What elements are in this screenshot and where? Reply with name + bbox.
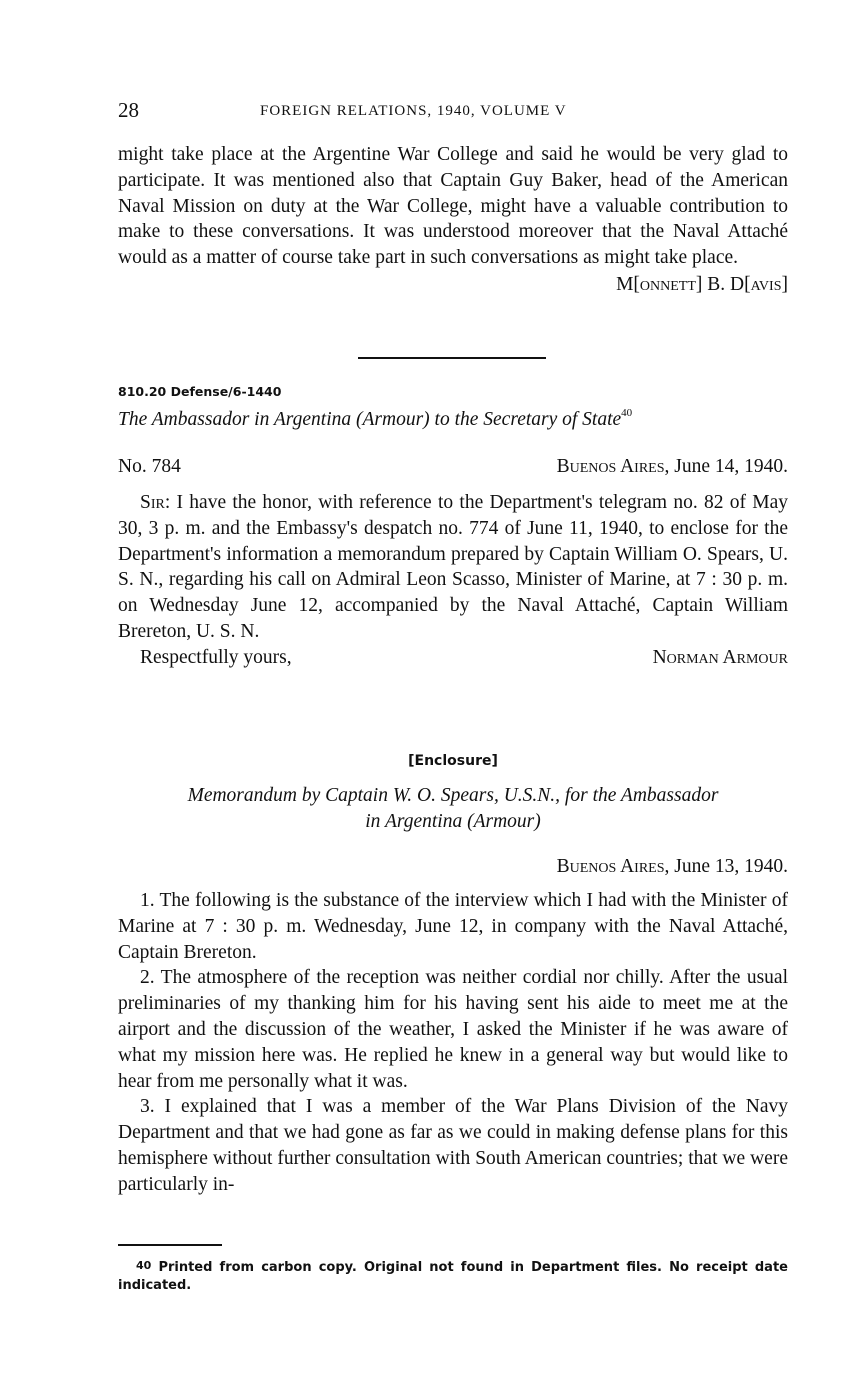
enclosure-body [118,888,788,1198]
continuation-block [118,142,788,298]
closing-line: Respectfully yours, [140,646,292,668]
running-head [118,98,788,124]
footnote-text: Printed from carbon copy. Original not found in Department files. No receipt date indicated. [118,1260,788,1293]
enclosure-paragraph-3: 3. I explained that I was a member of the War Plans Division of the Navy Department and that we had gone as far as we could in making defense plans for this hemisphere without further consultation with South American countries; that we were particularly in- [118,1096,788,1195]
page-number: 28 [118,98,139,122]
signature-davis: M[onnett] B. D[avis] [616,273,788,295]
running-title: FOREIGN RELATIONS, 1940, VOLUME V [260,103,567,119]
enclosure-label: [Enclosure] [408,753,498,769]
enclosure-title-line-2: in Argentina (Armour) [365,811,541,832]
despatch-number: No. 784 [118,456,181,477]
despatch-body [118,490,788,671]
enclosure-title-line-1: Memorandum by Captain W. O. Spears, U.S.N., for the Ambassador [187,785,719,806]
despatch-place-date: Buenos Aires, June 14, 1940. [556,456,788,477]
despatch-closing [118,645,788,671]
enclosure-paragraph-2: 2. The atmosphere of the reception was neither cordial nor chilly. After the usual preliminaries of my thanking him for his having sent his aide to meet me at the airport and the discussion of the weather, I asked the Minister if he was aware of what my mission here was. He replied he knew in a general way but would like to hear from me personally what it was. [118,967,788,1092]
section-divider [358,357,546,359]
enclosure-paragraph-1: 1. The following is the substance of the interview which I had with the Minister of Marine at 7 : 30 p. m. Wednesday, June 12, in company with the Naval Attaché, Captain Brereton. [118,890,788,963]
enclosure-title [118,783,788,835]
footnote-ref: 40 [621,407,633,419]
file-number: 810.20 Defense/6-1440 [118,384,282,399]
continuation-paragraph: might take place at the Argentine War College and said he would be very glad to participate. It was mentioned also that Captain Guy Baker, head of the American Naval Mission on duty at the War College, might have a valuable contribution to make to these conversations. It was understood moreover that the Naval Attaché would as a matter of course take part in such conversations as might take place. [118,144,788,269]
despatch-dateline [118,456,788,478]
footnote-rule [118,1244,222,1246]
footnote [118,1259,788,1295]
despatch-paragraph: Sir: I have the honor, with reference to the Department's telegram no. 82 of May 30, 3 p. m. and the Embassy's despatch no. 774 of June 11, 1940, to enclose for the Department's information a memorandum prepared by Captain William O. Spears, U. S. N., regarding his call on Admiral Leon Scasso, Minister of Marine, at 7 : 30 p. m. on Wednesday June 12, accompanied by the Naval Attaché, Captain William Brereton, U. S. N. [118,492,788,642]
footnote-marker: 40 [136,1259,152,1272]
signer-name: Norman Armour [652,646,788,668]
despatch-title: The Ambassador in Argentina (Armour) to the Secretary of State$^{40}$ [118,407,633,430]
enclosure-dateline: Buenos Aires, June 13, 1940. [556,856,788,877]
